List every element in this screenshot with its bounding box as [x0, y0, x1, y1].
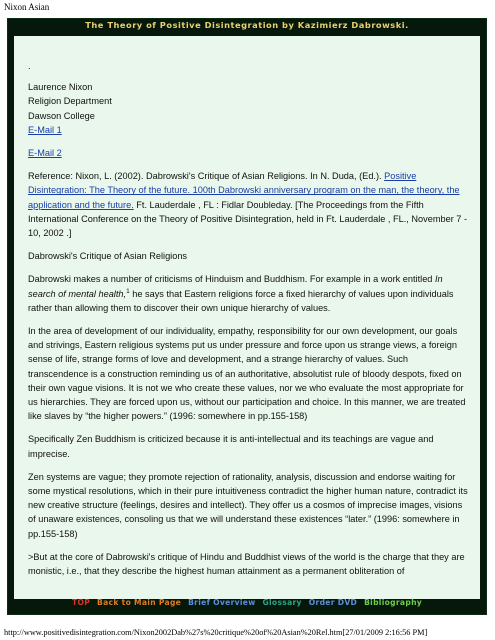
footer-nav: [8, 598, 486, 612]
article-content: [14, 36, 480, 599]
paragraph-4-quote: Zen systems are vague; they promote rejection of rationality, analysis, discussion and endorse waiting for some mystical resolutions, which in their pure intuitiveness contradict the higher human nature, contradict its new creative structure (feelings, desires and intellect). They offer us a cosmos of imprecise images, visions of unaware existences, consoling us that we will understand these existences “later.” (1996: somewhere in pp.155-158): [28, 471, 468, 539]
site-title: The Theory of Positive Disintegration by Kazimierz Dabrowski.: [85, 20, 409, 30]
reference-book-link[interactable]: Positive Disintegration: The Theory of the future. 100th Dabrowski anniversary program on the man, the theory, the application and the future.: [28, 171, 460, 210]
paragraph-5: >But at the core of Dabrowski's critique of Hindu and Buddhist views of the world is the charge that they are monistic, i.e., that they describe the highest human attainment as a permanent obliteration of: [28, 551, 465, 577]
reference-prefix: Reference: Nixon, L. (2002). Dabrowski's Critique of Asian Religions. In N. Duda, (Ed.).: [28, 171, 385, 182]
reference-suffix: Ft. Lauderdale , FL : Fidlar Doubleday. [The Proceedings from the Fifth International Conference on the Theory of Positive Disintegration, held in Ft. Lauderdale , FL., November 7 - 10, 2002 .]: [28, 199, 468, 239]
author-institution: Dawson College: [28, 110, 95, 121]
email-link-1[interactable]: E-Mail 1: [28, 124, 62, 135]
site-title-bar: [8, 19, 486, 35]
nav-back-to-main-link[interactable]: Back to Main Page: [97, 598, 182, 607]
paragraph-1-before: Dabrowski makes a number of criticisms of Hinduism and Buddhism. For example in a work entitled: [28, 274, 435, 285]
article-heading: Dabrowski's Critique of Asian Religions: [28, 251, 188, 262]
site-frame: [7, 18, 487, 615]
page-header-label: Nixon Asian: [4, 2, 50, 12]
book-title-italic: In search of mental health,: [28, 274, 443, 299]
paragraph-1-after: he says that Eastern religions force a fixed hierarchy of values upon individuals rather than allowing them to discover their own unique hierarchy of values.: [28, 288, 454, 313]
paragraph-2-quote: In the area of development of our individuality, empathy, responsibility for our own development, our goals and strivings, Eastern religious systems put us under pressure and force upon us strange views, a foreign sense of life, strange forms of love and development, and a strange hierarchy of values. Such transcendence is a construction reminding us of an authoritative, absolutist rule of bloody despots, fixed on their own vague visions. It is not we who create these values, nor we who evaluate the most appropriate for us hierarchies. They are forced upon us, without our participation and choice. In this manner, we are treated like slaves by “the higher powers.” (1996: somewhere in pp.155-158): [28, 326, 466, 422]
page-url-footer: http://www.positivedisintegration.com/Nixon2002Dab%27s%20critique%20of%20Asian%20Rel.htm[27/01/2009 2:16:56 PM]: [4, 628, 428, 637]
nav-order-dvd-link[interactable]: Order DVD: [308, 598, 358, 607]
nav-top-link[interactable]: TOP: [71, 598, 91, 607]
author-name: Laurence Nixon: [28, 82, 93, 93]
nav-bibliography-link[interactable]: Bibliography: [364, 598, 423, 607]
nav-brief-overview-link[interactable]: Brief Overview: [188, 598, 256, 607]
paragraph-1: [28, 272, 468, 315]
footnote-marker[interactable]: 1: [126, 287, 130, 295]
leading-dot: .: [28, 61, 31, 71]
reference-paragraph: [28, 169, 468, 240]
author-department: Religion Department: [28, 96, 112, 107]
paragraph-3: Specifically Zen Buddhism is criticized because it is anti-intellectual and its teachings are vague and imprecise.: [28, 434, 434, 459]
nav-glossary-link[interactable]: Glossary: [262, 598, 302, 607]
email-link-2[interactable]: E-Mail 2: [28, 148, 62, 159]
